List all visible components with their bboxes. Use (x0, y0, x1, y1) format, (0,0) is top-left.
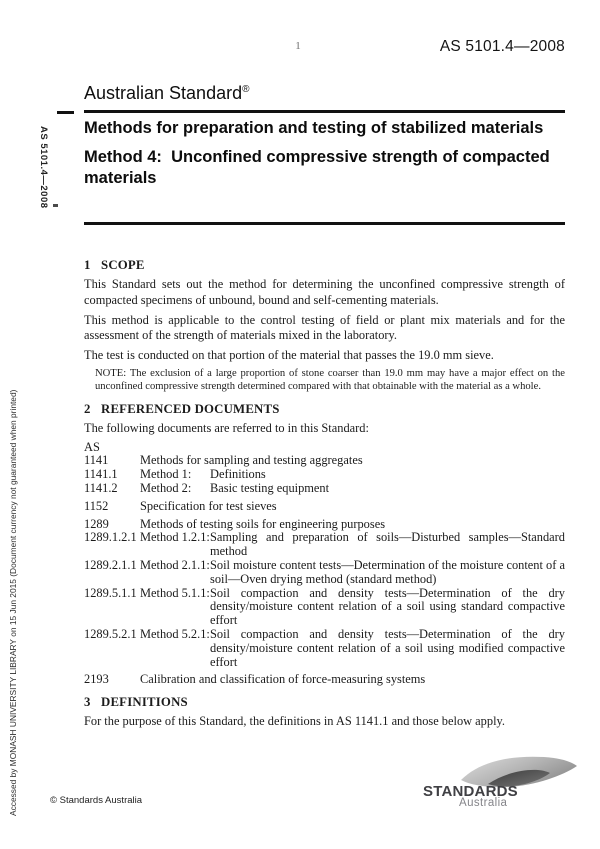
reference-row (84, 587, 565, 628)
reference-code: 1152 (84, 498, 109, 513)
library-access-note: Accessed by MONASH UNIVERSITY LIBRARY on 15 Jun 2015 (Document currency not guaranteed when printed) (8, 389, 18, 816)
section-heading-scope (84, 258, 565, 273)
section-number: 1 (84, 258, 91, 272)
referenced-intro: The following documents are referred to in this Standard: (84, 420, 369, 435)
reference-method-label: Method 2: (140, 480, 192, 495)
section-number: 2 (84, 401, 91, 416)
document-title: Methods for preparation and testing of stabilized materials (84, 119, 544, 137)
registered-mark: ® (242, 84, 250, 95)
series-label: AS (84, 440, 100, 455)
reference-code: 1289.2.1.1 (84, 557, 137, 572)
reference-list (84, 454, 565, 687)
reference-description: Calibration and classification of force-measuring systems (140, 672, 426, 687)
scope-paragraph-1: This Standard sets out the method for determining the unconfined compressive strength of compacted specimens of unbound, bound and self-cementing materials. (84, 277, 565, 307)
reference-code: 1141.1 (84, 467, 118, 482)
reference-row (84, 454, 565, 468)
reference-method-label: Method 5.2.1: (140, 626, 210, 641)
reference-row (84, 482, 565, 496)
reference-description: Soil moisture content tests—Determination of the moisture content of a soil—Oven drying method (standard method) (210, 557, 565, 586)
reference-description: Sampling and preparation of soils—Disturbed samples—Standard method (210, 530, 565, 559)
reference-description: Specification for test sieves (140, 498, 277, 513)
brand-name: Australian Standard (84, 83, 243, 103)
section-heading-definitions (84, 695, 565, 710)
reference-row (84, 559, 565, 587)
brand-line (84, 83, 249, 104)
copyright-notice: © Standards Australia (50, 795, 143, 806)
reference-description: Methods of testing soils for engineering purposes (140, 516, 386, 531)
section-heading-referenced-documents (84, 402, 565, 417)
scope-paragraph-3: The test is conducted on that portion of the material that passes the 19.0 mm sieve. (84, 348, 494, 363)
reference-row (84, 468, 565, 482)
reference-method-label: Method 1: (140, 467, 192, 482)
section-number: 3 (84, 695, 91, 710)
section-title: DEFINITIONS (101, 695, 188, 710)
title-block (84, 118, 565, 189)
reference-code: 1289.5.2.1 (84, 626, 137, 641)
reference-code: 1289.1.2.1 (84, 530, 137, 545)
method-title: Method 4: Unconfined compressive strength of compacted materials (84, 148, 550, 187)
definitions-paragraph: For the purpose of this Standard, the definitions in AS 1141.1 and those below apply. (84, 714, 506, 729)
reference-description: Soil compaction and density tests—Determination of the dry density/moisture content relation of a soil using modified compactive effort (210, 626, 565, 669)
reference-method-label: Method 5.1.1: (140, 585, 210, 600)
reference-description: Definitions (210, 467, 266, 482)
logo-text-australia: Australia (459, 797, 508, 809)
title-rule-bottom (84, 222, 565, 225)
reference-code: 1141.2 (84, 480, 118, 495)
section-title: REFERENCED DOCUMENTS (101, 401, 280, 416)
reference-description: Basic testing equipment (210, 480, 330, 495)
reference-code: 1289.5.1.1 (84, 585, 137, 600)
rule-tick-mark (57, 111, 74, 114)
reference-code: 1289 (84, 516, 109, 531)
reference-description: Methods for sampling and testing aggregates (140, 453, 363, 468)
reference-description: Soil compaction and density tests—Determination of the dry density/moisture content relation of a soil using standard compactive effort (210, 585, 565, 628)
reference-method-label: Method 2.1.1: (140, 557, 210, 572)
document-code-header: AS 5101.4—2008 (439, 38, 565, 55)
spine-document-code: AS 5101.4—2008 (38, 126, 49, 209)
scope-paragraph-2: This method is applicable to the control testing of field or plant mix materials and for the assessment of the strength of materials mixed in the laboratory. (84, 312, 565, 343)
reference-code: 1141 (84, 453, 109, 468)
reference-code: 2193 (84, 672, 109, 687)
reference-row (84, 628, 565, 669)
reference-method-label: Method 1.2.1: (140, 530, 210, 545)
reference-row (84, 531, 565, 559)
section-title: SCOPE (101, 258, 145, 272)
page-number: 1 (295, 40, 301, 52)
spine-tick-mark (53, 204, 58, 207)
reference-row (84, 500, 565, 514)
scope-note: NOTE: The exclusion of a large proportion of stone coarser than 19.0 mm may have a major effect on the unconfined compressive strength determined compared with that obtainable with the material as a whole. (95, 367, 565, 392)
title-rule-top (84, 110, 565, 113)
logo-text-standards: STANDARDS (423, 783, 518, 800)
reference-row (84, 518, 565, 532)
reference-row (84, 673, 565, 687)
body-content (84, 258, 565, 730)
standards-australia-logo (423, 752, 583, 812)
